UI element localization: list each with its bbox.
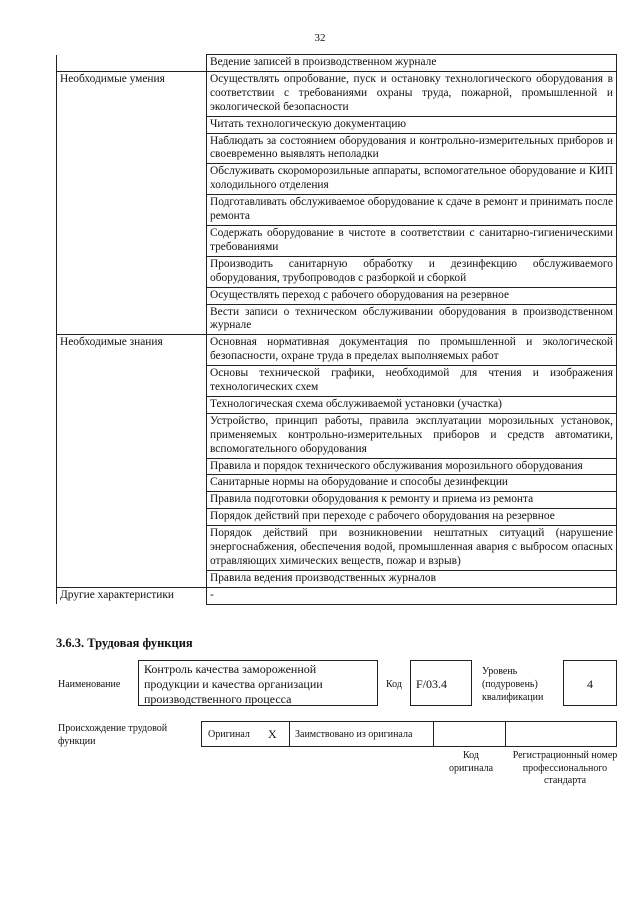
requirement-text: Ведение записей в производственном журнале bbox=[207, 55, 617, 72]
table-row bbox=[57, 475, 617, 492]
table-row bbox=[57, 55, 617, 72]
table-row bbox=[57, 570, 617, 587]
table-row bbox=[57, 526, 617, 571]
level-box bbox=[563, 660, 617, 706]
row-label-cell bbox=[57, 304, 207, 335]
row-label-cell: Необходимые знания bbox=[57, 335, 207, 366]
table-row bbox=[57, 287, 617, 304]
table-row bbox=[57, 587, 617, 604]
row-label-cell bbox=[57, 458, 207, 475]
page-number: 32 bbox=[314, 32, 326, 44]
requirement-text: Вести записи о техническом обслуживании оборудования в производственном журнале bbox=[207, 304, 617, 335]
table-row bbox=[57, 458, 617, 475]
code-original-label: Код оригинала bbox=[448, 750, 494, 774]
borrowed-box bbox=[289, 721, 434, 747]
function-name-box bbox=[138, 660, 378, 706]
row-label-cell bbox=[57, 133, 207, 164]
table-row bbox=[57, 164, 617, 195]
table-row bbox=[57, 396, 617, 413]
table-row bbox=[57, 256, 617, 287]
table-row bbox=[57, 71, 617, 116]
table-row bbox=[57, 304, 617, 335]
code-value: F/03.4 bbox=[416, 677, 448, 691]
row-label-cell bbox=[57, 526, 207, 571]
requirement-text: Основы технической графики, необходимой для чтения и изображения технологических схем bbox=[207, 366, 617, 397]
requirement-text: Порядок действий при возникновении нештатных ситуаций (нарушение энергоснабжения, обеспечения водой, промышленная авария с выбросом опасных отравляющих химических веществ, пожар и взрыв) bbox=[207, 526, 617, 571]
requirement-text: Устройство, принцип работы, правила эксплуатации морозильных установок, применяемых контрольно-измерительных приборов и средств автоматики, вспомогательного оборудования bbox=[207, 413, 617, 458]
table-row bbox=[57, 366, 617, 397]
code-original-box bbox=[433, 721, 506, 747]
reg-number-box bbox=[505, 721, 617, 747]
row-label-cell bbox=[57, 116, 207, 133]
row-label-cell bbox=[57, 55, 207, 72]
row-label-cell bbox=[57, 287, 207, 304]
row-label-cell bbox=[57, 396, 207, 413]
requirement-text: Содержать оборудование в чистоте в соответствии с санитарно-гигиеническими требованиями bbox=[207, 225, 617, 256]
requirement-text: Правила ведения производственных журналов bbox=[207, 570, 617, 587]
table-row bbox=[57, 413, 617, 458]
row-label-cell bbox=[57, 413, 207, 458]
requirement-text: Правила подготовки оборудования к ремонту и приема из ремонта bbox=[207, 492, 617, 509]
table-row bbox=[57, 492, 617, 509]
row-label-cell: Другие характеристики bbox=[57, 587, 207, 604]
requirement-text: Производить санитарную обработку и дезинфекцию обслуживаемого оборудования, трубопроводов с разборкой и сборкой bbox=[207, 256, 617, 287]
requirement-text: Порядок действий при переходе с рабочего оборудования на резервное bbox=[207, 509, 617, 526]
row-label-cell: Необходимые умения bbox=[57, 71, 207, 116]
requirement-text: Правила и порядок технического обслуживания морозильного оборудования bbox=[207, 458, 617, 475]
row-label-cell bbox=[57, 195, 207, 226]
row-label-cell bbox=[57, 366, 207, 397]
code-label: Код bbox=[386, 679, 402, 690]
row-label-cell bbox=[57, 570, 207, 587]
requirement-text: Обслуживать скороморозильные аппараты, вспомогательное оборудование и КИП холодильного отделения bbox=[207, 164, 617, 195]
function-name: Контроль качества замороженной продукции и качества организации производственного процесса bbox=[144, 662, 323, 706]
original-mark: X bbox=[268, 727, 277, 741]
table-row bbox=[57, 195, 617, 226]
section-title: 3.6.3. Трудовая функция bbox=[56, 636, 193, 650]
reg-number-label: Регистрационный номер профессионального стандарта bbox=[512, 750, 618, 786]
level-label: Уровень (подуровень) квалификации bbox=[482, 666, 544, 703]
table-row bbox=[57, 225, 617, 256]
original-label: Оригинал bbox=[208, 729, 250, 740]
borrowed-label: Заимствовано из оригинала bbox=[295, 729, 413, 740]
table-row bbox=[57, 116, 617, 133]
requirement-text: Подготавливать обслуживаемое оборудование к сдаче в ремонт и принимать после ремонта bbox=[207, 195, 617, 226]
code-box bbox=[410, 660, 472, 706]
table-row bbox=[57, 335, 617, 366]
table-row bbox=[57, 133, 617, 164]
requirement-text: Основная нормативная документация по промышленной и экологической безопасности, охране труда в пределах выполняемых работ bbox=[207, 335, 617, 366]
requirement-text: - bbox=[207, 587, 617, 604]
requirement-text: Наблюдать за состоянием оборудования и контрольно-измерительных приборов и своевременно выявлять неполадки bbox=[207, 133, 617, 164]
row-label-cell bbox=[57, 225, 207, 256]
requirement-text: Осуществлять опробование, пуск и остановку технологического оборудования в соответствии с требованиями охраны труда, пожарной, промышленной и экологической безопасности bbox=[207, 71, 617, 116]
table-row bbox=[57, 509, 617, 526]
requirements-table bbox=[56, 54, 617, 605]
requirement-text: Технологическая схема обслуживаемой установки (участка) bbox=[207, 396, 617, 413]
row-label-cell bbox=[57, 164, 207, 195]
requirement-text: Читать технологическую документацию bbox=[207, 116, 617, 133]
name-label: Наименование bbox=[58, 679, 121, 690]
requirement-text: Осуществлять переход с рабочего оборудования на резервное bbox=[207, 287, 617, 304]
original-box bbox=[201, 721, 290, 747]
origin-label: Происхождение трудовой функции bbox=[58, 723, 168, 747]
requirement-text: Санитарные нормы на оборудование и способы дезинфекции bbox=[207, 475, 617, 492]
row-label-cell bbox=[57, 475, 207, 492]
row-label-cell bbox=[57, 509, 207, 526]
level-value: 4 bbox=[587, 677, 593, 691]
row-label-cell bbox=[57, 492, 207, 509]
row-label-cell bbox=[57, 256, 207, 287]
